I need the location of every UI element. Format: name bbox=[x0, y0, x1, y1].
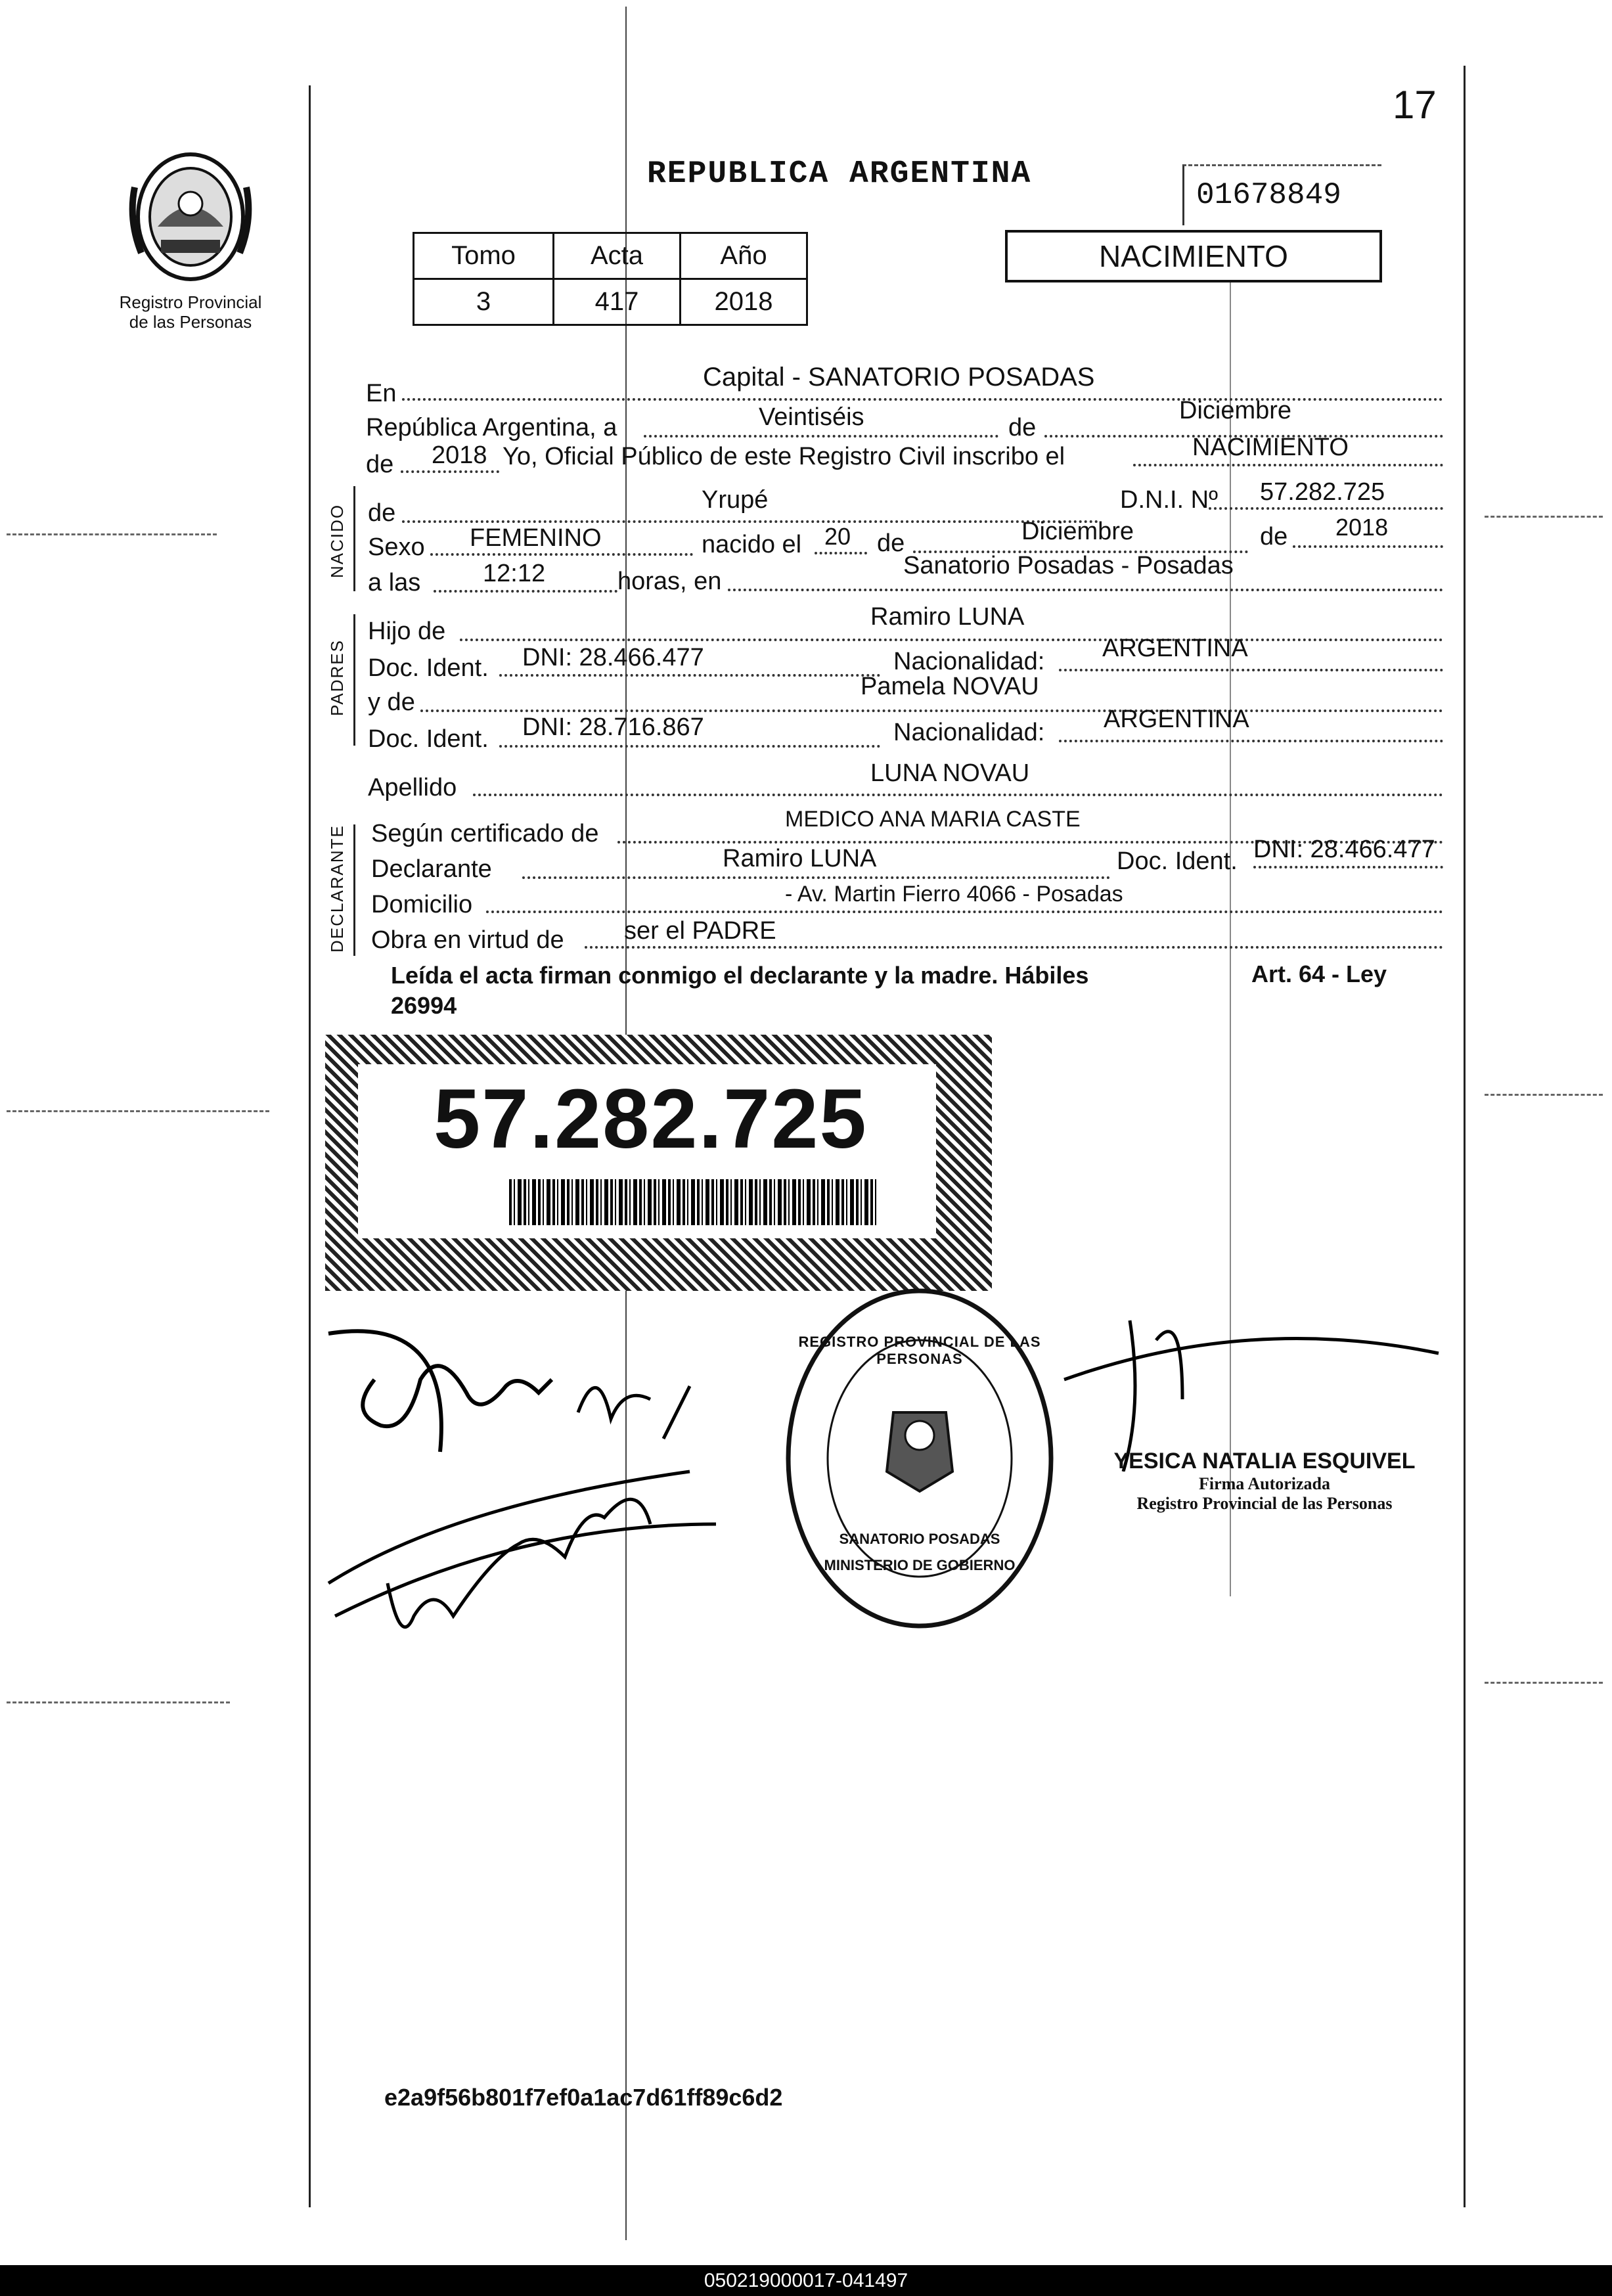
signatory-block bbox=[1081, 1449, 1448, 1514]
table-header-tomo: Tomo bbox=[414, 233, 554, 279]
value-acto: NACIMIENTO bbox=[1192, 434, 1349, 461]
dotted-line bbox=[402, 520, 1098, 523]
label-hijo-de: Hijo de bbox=[368, 618, 446, 645]
footer-code: 050219000017-041497 bbox=[704, 2270, 908, 2291]
margin-mark bbox=[1485, 516, 1603, 518]
dotted-line bbox=[401, 470, 499, 473]
label-dni-no: D.N.I. Nº bbox=[1120, 486, 1218, 514]
document-hash: e2a9f56b801f7ef0a1ac7d61ff89c6d2 bbox=[384, 2084, 783, 2111]
right-margin-line bbox=[1464, 66, 1466, 2207]
dotted-line bbox=[1133, 464, 1443, 466]
label-doc-ident-3: Doc. Ident. bbox=[1117, 847, 1238, 875]
document-type: NACIMIENTO bbox=[1099, 239, 1288, 273]
margin-mark bbox=[7, 533, 217, 535]
crest-caption: Registro Provincial de las Personas bbox=[119, 292, 262, 332]
value-padre-nac: ARGENTINA bbox=[1102, 635, 1248, 662]
value-domicilio: - Av. Martin Fierro 4066 - Posadas bbox=[785, 882, 1123, 907]
signature-declarante bbox=[322, 1307, 749, 1675]
label-y-de: y de bbox=[368, 688, 415, 716]
dotted-line bbox=[585, 946, 1443, 949]
section-bracket bbox=[353, 486, 355, 591]
table-value-acta: 417 bbox=[554, 279, 681, 325]
value-lugar: Capital - SANATORIO POSADAS bbox=[703, 363, 1095, 392]
serial-number: 01678849 bbox=[1196, 178, 1341, 212]
dni-label-number: 57.282.725 bbox=[434, 1072, 868, 1166]
left-margin-line bbox=[309, 85, 311, 2207]
provincial-crest bbox=[122, 148, 259, 286]
official-seal bbox=[775, 1281, 1064, 1636]
label-nacido-el: nacido el bbox=[702, 531, 802, 558]
label-de-ano2: de bbox=[1260, 523, 1288, 551]
dni-security-label bbox=[325, 1035, 992, 1291]
seal-inner-text-top: SANATORIO POSADAS bbox=[839, 1531, 1000, 1547]
closing-text-line1: Leída el acta firman conmigo el declarante y la madre. Hábiles bbox=[391, 962, 1089, 989]
dotted-line bbox=[1059, 669, 1443, 671]
dni-label-inner bbox=[358, 1064, 936, 1238]
section-bracket bbox=[353, 614, 355, 746]
label-yo-oficial: Yo, Oficial Público de este Registro Civil inscribo el bbox=[503, 443, 1065, 470]
label-en: En bbox=[366, 380, 397, 407]
page-number: 17 bbox=[1393, 83, 1437, 127]
barcode bbox=[509, 1179, 877, 1225]
dotted-line bbox=[1059, 740, 1443, 742]
signatory-name: YESICA NATALIA ESQUIVEL bbox=[1113, 1449, 1416, 1474]
value-declarante-doc: DNI: 28.466.477 bbox=[1253, 836, 1435, 863]
dotted-line bbox=[1253, 866, 1443, 868]
label-de-nombre: de bbox=[368, 499, 396, 527]
label-de-mes: de bbox=[1008, 414, 1037, 441]
dotted-line bbox=[499, 674, 880, 677]
signature-officer bbox=[1051, 1301, 1445, 1472]
signatory-role: Firma Autorizada bbox=[1198, 1474, 1331, 1493]
dotted-line bbox=[499, 745, 880, 748]
dotted-line bbox=[815, 552, 867, 554]
label-segun-certificado: Según certificado de bbox=[371, 820, 599, 847]
side-label-padres: PADRES bbox=[327, 639, 347, 716]
dotted-line bbox=[460, 639, 1443, 641]
margin-mark bbox=[1485, 1094, 1603, 1096]
label-declarante: Declarante bbox=[371, 855, 492, 883]
value-certificado: MEDICO ANA MARIA CASTE bbox=[785, 807, 1081, 832]
margin-mark bbox=[1485, 1682, 1603, 1684]
register-table bbox=[413, 232, 808, 326]
dotted-line bbox=[1293, 545, 1443, 548]
value-anio: 2018 bbox=[432, 441, 487, 469]
value-mes: Diciembre bbox=[1179, 397, 1292, 424]
label-nacionalidad-1: Nacionalidad: bbox=[893, 648, 1045, 675]
label-horas-en: horas, en bbox=[617, 568, 722, 595]
value-apellido: LUNA NOVAU bbox=[870, 759, 1030, 787]
closing-article: Art. 64 - Ley bbox=[1251, 960, 1387, 987]
value-obra: ser el PADRE bbox=[624, 917, 776, 945]
side-label-declarante: DECLARANTE bbox=[327, 824, 347, 953]
label-obra-en-virtud: Obra en virtud de bbox=[371, 926, 564, 954]
value-hora: 12:12 bbox=[483, 560, 546, 587]
signatory-office: Registro Provincial de las Personas bbox=[1136, 1494, 1393, 1513]
dotted-line bbox=[644, 435, 998, 438]
value-dia-letras: Veintiséis bbox=[759, 403, 864, 431]
section-bracket bbox=[353, 824, 355, 956]
label-nacionalidad-2: Nacionalidad: bbox=[893, 719, 1045, 746]
label-republica: República Argentina, a bbox=[366, 414, 617, 441]
seal-outer-text: REGISTRO PROVINCIAL DE LAS PERSONAS bbox=[798, 1334, 1041, 1367]
serial-number-box bbox=[1182, 164, 1381, 225]
dotted-line bbox=[473, 794, 1443, 796]
value-padre-doc: DNI: 28.466.477 bbox=[522, 644, 704, 671]
closing-text bbox=[391, 960, 1238, 1021]
value-mes-nac: Diciembre bbox=[1021, 518, 1134, 545]
label-doc-ident-2: Doc. Ident. bbox=[368, 725, 489, 753]
dotted-line bbox=[420, 709, 1443, 712]
label-apellido: Apellido bbox=[368, 774, 457, 801]
margin-mark bbox=[7, 1110, 269, 1112]
label-a-las: a las bbox=[368, 569, 421, 597]
document-type-box bbox=[1005, 230, 1382, 282]
margin-mark bbox=[7, 1701, 230, 1703]
value-anio-nac: 2018 bbox=[1335, 514, 1389, 541]
label-de-anio: de bbox=[366, 451, 394, 478]
value-dni: 57.282.725 bbox=[1260, 478, 1385, 506]
seal-inner-text-bottom: MINISTERIO DE GOBIERNO bbox=[824, 1557, 1016, 1573]
table-header-anio: Año bbox=[681, 233, 807, 279]
label-sexo: Sexo bbox=[368, 533, 425, 561]
value-madre: Pamela NOVAU bbox=[861, 673, 1039, 700]
dotted-line bbox=[728, 589, 1443, 591]
value-madre-doc: DNI: 28.716.867 bbox=[522, 713, 704, 741]
side-label-nacido: NACIDO bbox=[327, 503, 347, 578]
value-declarante: Ramiro LUNA bbox=[723, 845, 877, 872]
value-lugar-nac: Sanatorio Posadas - Posadas bbox=[903, 552, 1234, 579]
closing-text-line2: 26994 bbox=[391, 992, 457, 1019]
table-value-anio: 2018 bbox=[681, 279, 807, 325]
value-madre-nac: ARGENTINA bbox=[1104, 706, 1249, 733]
dotted-line bbox=[522, 876, 1110, 879]
label-domicilio: Domicilio bbox=[371, 891, 473, 918]
value-padre: Ramiro LUNA bbox=[870, 603, 1025, 631]
dotted-line bbox=[1209, 507, 1443, 510]
table-header-acta: Acta bbox=[554, 233, 681, 279]
value-nombre: Yrupé bbox=[702, 486, 769, 514]
document-title: REPUBLICA ARGENTINA bbox=[647, 156, 1032, 192]
dotted-line bbox=[430, 553, 693, 556]
dotted-line bbox=[434, 590, 617, 593]
label-doc-ident-1: Doc. Ident. bbox=[368, 654, 489, 682]
dotted-line bbox=[486, 911, 1443, 913]
label-de-dia: de bbox=[877, 529, 905, 557]
table-value-tomo: 3 bbox=[414, 279, 554, 325]
footer-bar bbox=[0, 2265, 1612, 2296]
value-dia-nac: 20 bbox=[824, 523, 851, 550]
value-sexo: FEMENINO bbox=[470, 524, 602, 552]
